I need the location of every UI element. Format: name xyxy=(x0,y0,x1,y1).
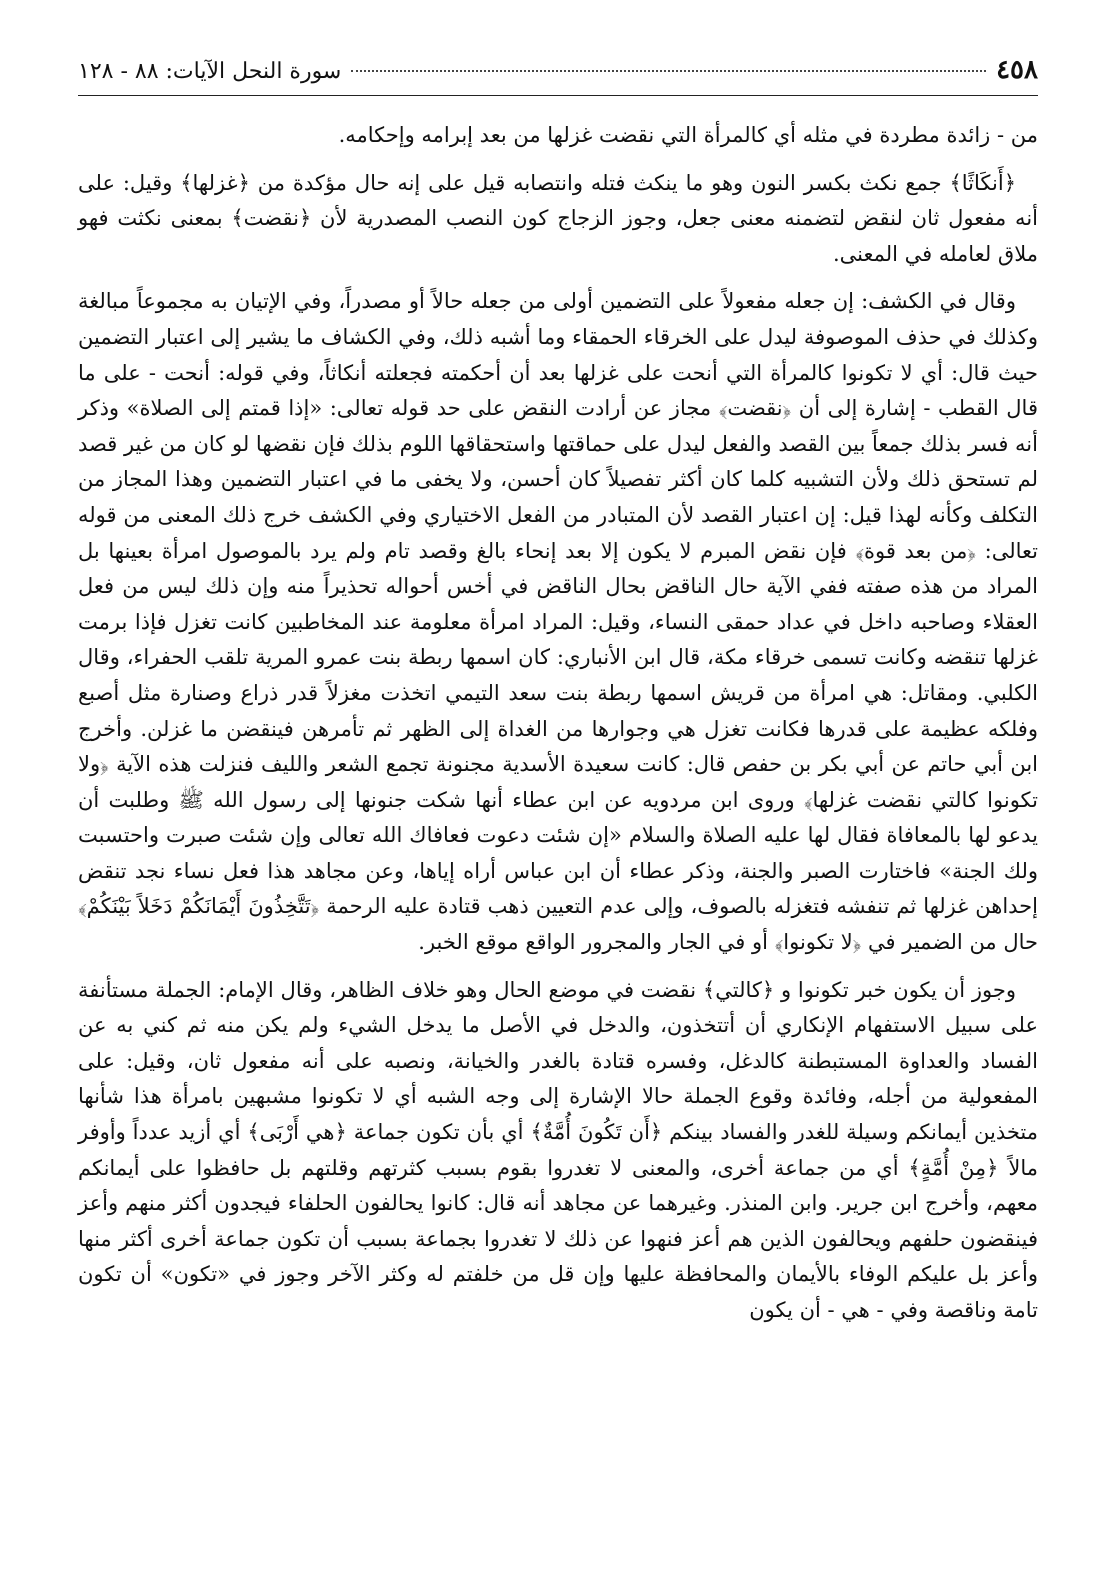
document-page xyxy=(78,55,1038,1555)
paragraph: ﴿أَنكَاثًا﴾ جمع نكث بكسر النون وهو ما ينكث فتله وانتصابه قيل على إنه حال مؤكدة من ﴿غزلها﴾ وقيل: على أنه مفعول ثان لنقض لتضمنه معنى جعل، وجوز الزجاج كون النصب المصدرية لأن ﴿نقضت﴾ بمعنى نكثت فهو ملاق لعامله في المعنى. xyxy=(78,170,1038,266)
paragraph: من - زائدة مطردة في مثله أي كالمرأة التي نقضت غزلها من بعد إبرامه وإحكامه. xyxy=(338,123,1038,147)
paragraph: وقال في الكشف: إن جعله مفعولاً على التضمين أولى من جعله حالاً أو مصدراً، وفي الإتيان به مجموعاً مبالغة وكذلك في حذف الموصوفة ليدل على الخرقاء الحمقاء وما أشبه ذلك، وفي الكشاف ما يشير إلى اعتبار التضمين حيث قال: أي لا تكونوا كالمرأة التي أنحت على غزلها بعد أن أحكمته فجعلته أنكاثاً، وفي قوله: أنحت - على ما قال القطب - إشارة إلى أن ﴿نقضت﴾ مجاز عن أرادت النقض على حد قوله تعالى: «إذا قمتم إلى الصلاة» وذكر أنه فسر بذلك جمعاً بين القصد والفعل ليدل على حماقتها واستحقاقها اللوم بذلك فإن نقضها لو كان من غير قصد لم تستحق ذلك ولأن التشبيه كلما كان أكثر تفصيلاً كان أحسن، ولا يخفى ما في اعتبار التضمين وهذا المجاز من التكلف وكأنه لهذا قيل: إن اعتبار القصد لأن المتبادر من الفعل الاختياري وفي الكشف خرج ذلك المعنى من قوله تعالى: ﴿من بعد قوة﴾ فإن نقض المبرم لا يكون إلا بعد إنحاء بالغ وقصد تام ولم يرد بالموصول امرأة بعينها بل المراد من هذه صفته ففي الآية حال الناقض بحال الناقض في أخس أحواله تحذيراً منه وإن ذلك ليس من فعل العقلاء وصاحبه داخل في عداد حمقى النساء، وقيل: المراد امرأة معلومة عند المخاطبين كانت تغزل فإذا برمت غزلها تنقضه وكانت تسمى خرقاء مكة، قال ابن الأنباري: كان اسمها ربطة بنت عمرو المرية تلقب الحفراء، وقال الكلبي. ومقاتل: هي امرأة من قريش اسمها ربطة بنت سعد التيمي اتخذت مغزلاً قدر ذراع وصنارة مثل أصبع وفلكه عظيمة على قدرها فكانت تغزل هي وجوارها من الغداة إلى الظهر ثم تأمرهن فينقضن ما غزلن. وأخرج ابن أبي حاتم عن أبي بكر بن حفص قال: كانت سعيدة الأسدية مجنونة تجمع الشعر والليف فنزلت هذه الآية ﴿ولا تكونوا كالتي نقضت غزلها﴾ وروى ابن مردويه عن ابن عطاء أنها شكت جنونها إلى رسول الله ﷺ وطلبت أن يدعو لها بالمعافاة فقال لها عليه الصلاة والسلام «إن شئت دعوت فعافاك الله تعالى وإن شئت صبرت واحتسبت ولك الجنة» فاختارت الصبر والجنة، وذكر عطاء أن ابن عباس أراه إياها، وعن مجاهد هذا فعل نساء نجد تنقض إحداهن غزلها ثم تنفشه فتغزله بالصوف، وإلى عدم التعيين ذهب قتادة عليه الرحمة ﴿تَتَّخِذُونَ أَيْمَانَكُمْ دَخَلاً بَيْنَكُمْ﴾ حال من الضمير في ﴿لا تكونوا﴾ أو في الجار والمجرور الواقع موقع الخبر. xyxy=(78,289,1038,955)
paragraph: وجوز أن يكون خبر تكونوا و ﴿كالتي﴾ نقضت في موضع الحال وهو خلاف الظاهر، وقال الإمام: الجملة مستأنفة على سبيل الاستفهام الإنكاري أن أتتخذون، والدخل في الأصل ما يدخل الشيء ولم يكن منه ثم كني به عن الفساد والعداوة المستبطنة كالدغل، وفسره قتادة بالغدر والخيانة، ونصبه على أنه مفعول ثان، وقيل: على المفعولية من أجله، وفائدة وقوع الجملة حالا الإشارة إلى وجه الشبه أي لا تكونوا مشبهين بامرأة هذا شأنها متخذين أيمانكم وسيلة للغدر والفساد بينكم ﴿أَن تَكُونَ أُمَّةٌ﴾ أي بأن تكون جماعة ﴿هي أَرْبَى﴾ أي أزيد عدداً وأوفر مالاً ﴿مِنْ أُمَّةٍ﴾ أي من جماعة أخرى، والمعنى لا تغدروا بقوم بسبب كثرتهم وقلتهم بل حافظوا على أيمانكم معهم، وأخرج ابن جرير. وابن المنذر. وغيرهما عن مجاهد أنه قال: كانوا يحالفون الحلفاء فيجدون أكثر منهم وأعز فينقضون حلفهم ويحالفون الذين هم أعز فنهوا عن ذلك لا تغدروا بجماعة بسبب أن تكون جماعة أخرى أكثر منها وأعز بل عليكم الوفاء بالأيمان والمحافظة عليها وإن قل من خلفتم له وكثر الآخر وجوز في «تكون» أن تكون تامة وناقصة وفي - هي - أن يكون xyxy=(78,977,1038,1322)
page-header xyxy=(78,55,1038,96)
running-title: سورة النحل الآيات: ٨٨ - ١٢٨ xyxy=(78,59,342,84)
header-dotted-leader xyxy=(351,70,986,72)
page-number: ٤٥٨ xyxy=(996,55,1038,85)
